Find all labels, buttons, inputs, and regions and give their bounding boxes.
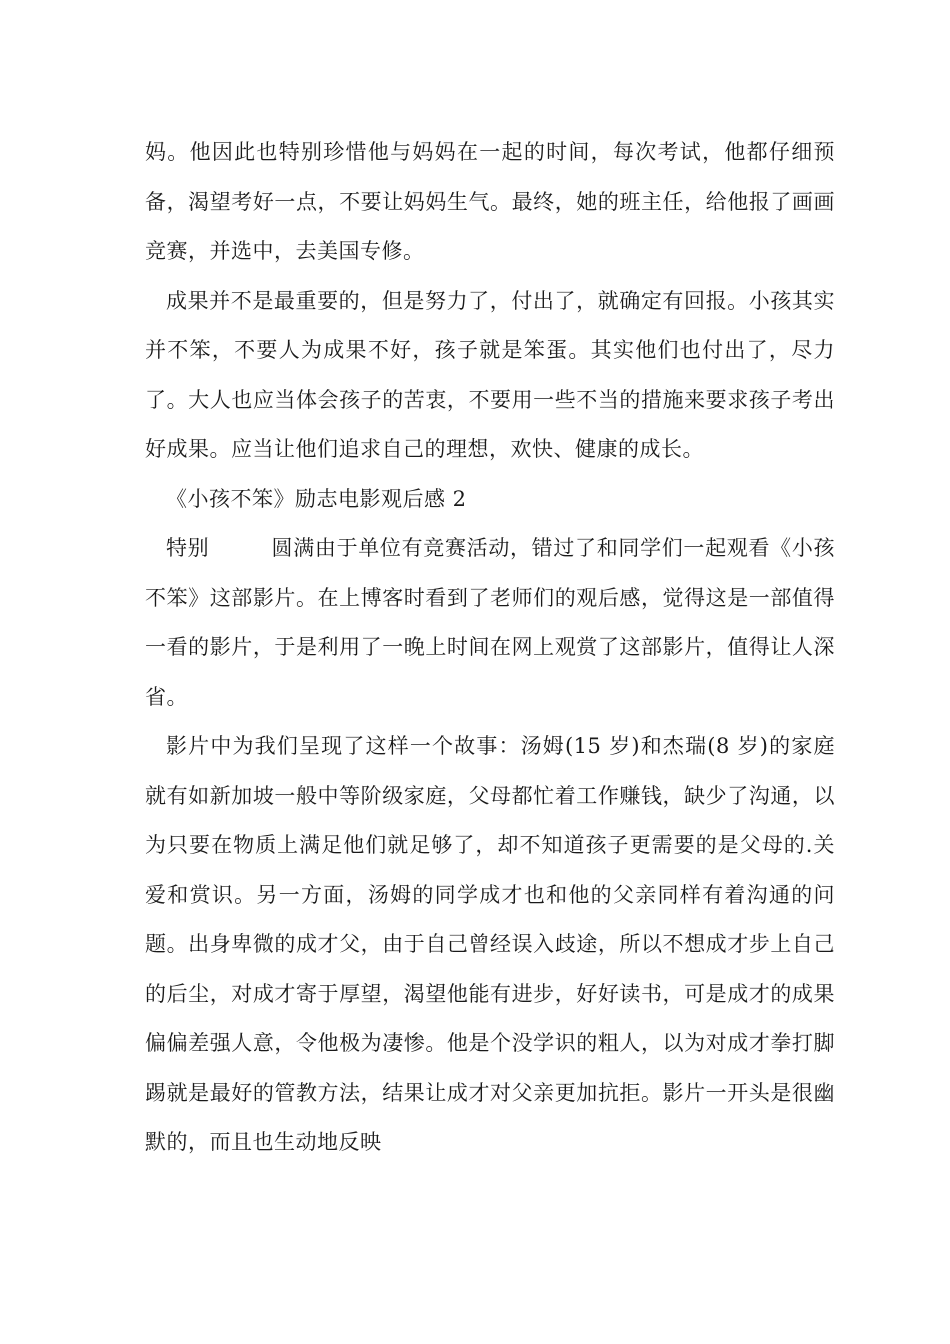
- document-body: [145, 128, 835, 1168]
- paragraph-1: 妈。他因此也特别珍惜他与妈妈在一起的时间，每次考试，他都仔细预备，渴望考好一点，不要让妈妈生气。最终，她的班主任，给他报了画画竞赛，并选中，去美国专修。: [145, 140, 835, 263]
- paragraph-2: 成果并不是最重要的，但是努力了，付出了，就确定有回报。小孩其实并不笨，不要人为成果不好，孩子就是笨蛋。其实他们也付出了，尽力了。大人也应当体会孩子的苦衷，不要用一些不当的措施来要求孩子考出好成果。应当让他们追求自己的理想，欢快、健康的成长。: [145, 288, 835, 461]
- paragraph-3: [145, 524, 835, 722]
- paragraph-3-lead: 特别: [166, 536, 210, 560]
- paragraph-3-text: 圆满由于单位有竞赛活动，错过了和同学们一起观看《小孩不笨》这部影片。在上博客时看到了老师们的观后感，觉得这是一部值得一看的影片，于是利用了一晚上时间在网上观赏了这部影片，值得让人深省。: [145, 536, 835, 709]
- paragraph-4: 影片中为我们呈现了这样一个故事：汤姆(15 岁)和杰瑞(8 岁)的家庭就有如新加坡一般中等阶级家庭，父母都忙着工作赚钱，缺少了沟通，以为只要在物质上满足他们就足够了，却不知道孩子更需要的是父母的.关爱和赏识。另一方面，汤姆的同学成才也和他的父亲同样有着沟通的问题。出身卑微的成才父，由于自己曾经误入歧途，所以不想成才步上自己的后尘，对成才寄于厚望，渴望他能有进步，好好读书，可是成才的成果偏偏差强人意，令他极为凄惨。他是个没学识的粗人，以为对成才拳打脚踢就是最好的管教方法，结果让成才对父亲更加抗拒。影片一开头是很幽默的，而且也生动地反映: [145, 734, 835, 1154]
- section-heading: 《小孩不笨》励志电影观后感 2: [166, 486, 467, 511]
